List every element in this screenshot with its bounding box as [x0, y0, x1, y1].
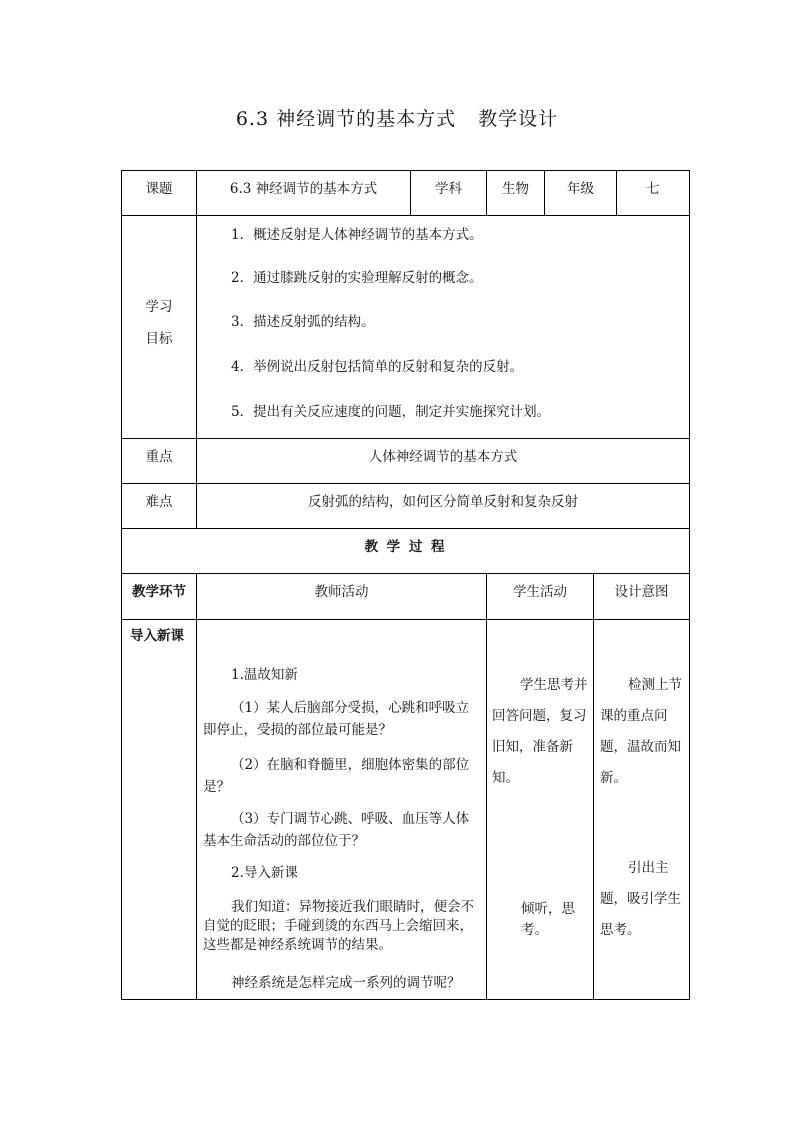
subject-label: 学科	[435, 181, 462, 197]
course-label: 课题	[145, 181, 173, 197]
grade-label-cell	[545, 171, 617, 216]
key-point-label-cell	[122, 439, 197, 484]
teacher-line: 我们知道：异物接近我们眼睛时，便会不自觉的眨眼；手碰到烫的东西马上会缩回来，这些都是神经系统调节的结果。	[203, 899, 474, 953]
objective-item: 2．通过膝跳反射的实验理解反射的概念。	[231, 270, 483, 286]
course-label-cell	[122, 171, 197, 216]
key-point-value: 人体神经调节的基本方式	[368, 449, 518, 465]
grade-value: 七	[646, 181, 660, 197]
col-header-teacher: 教师活动	[197, 574, 487, 620]
col-header-intent: 设计意图	[594, 574, 690, 620]
design-intent-cell	[594, 620, 690, 1000]
difficulty-label: 难点	[145, 494, 173, 510]
grade-value-cell	[617, 171, 690, 216]
objectives-list-cell	[197, 216, 690, 439]
process-header-cell	[122, 529, 690, 574]
student-activity-1: 学生思考并回答问题，复习旧知，准备新知。	[492, 677, 588, 786]
difficulty-value-cell	[197, 484, 690, 529]
design-intent-2: 引出主题，吸引学生思考。	[600, 860, 681, 938]
teacher-line: 1.温故知新	[231, 667, 298, 683]
objective-item: 4．举例说出反射包括简单的反射和复杂的反射。	[231, 359, 524, 375]
objective-item: 5．提出有关反应速度的问题，制定并实施探究计划。	[231, 404, 551, 420]
teacher-activity-cell	[197, 620, 487, 1000]
title-code: 6.3	[235, 108, 270, 130]
difficulty-value: 反射弧的结构，如何区分简单反射和复杂反射	[308, 494, 578, 510]
subject-value-cell	[487, 171, 545, 216]
course-value: 6.3 神经调节的基本方式	[229, 181, 378, 197]
teacher-line: （2）在脑和脊髓里，细胞体密集的部位是？	[203, 757, 470, 795]
teacher-line: （1）某人后脑部分受损，心跳和呼吸立即停止，受损的部位最可能是？	[203, 700, 470, 738]
objective-item: 3．描述反射弧的结构。	[231, 314, 375, 330]
student-activity-cell	[487, 620, 594, 1000]
lesson-table	[121, 170, 690, 1000]
stage-intro-label: 导入新课	[130, 628, 184, 644]
key-point-label: 重点	[145, 449, 173, 465]
objective-item: 1．概述反射是人体神经调节的基本方式。	[231, 227, 483, 243]
teacher-line: 2.导入新课	[231, 865, 298, 881]
document-title	[0, 104, 794, 131]
title-main: 神经调节的基本方式	[276, 108, 457, 130]
teacher-line: （3）专门调节心跳、呼吸、血压等人体基本生命活动的部位位于？	[203, 811, 470, 849]
stage-cell-intro	[122, 620, 197, 1000]
col-header-stage: 教学环节	[122, 574, 197, 620]
key-point-value-cell	[197, 439, 690, 484]
subject-value: 生物	[502, 181, 529, 197]
process-header: 教 学 过 程	[364, 539, 447, 555]
col-header-student: 学生活动	[487, 574, 594, 620]
objectives-label-line1: 学习	[145, 299, 173, 315]
title-suffix: 教学设计	[478, 108, 559, 130]
teacher-line: 神经系统是怎样完成一系列的调节呢？	[231, 975, 461, 991]
design-intent-1: 检测上节课的重点问题，温故而知新。	[600, 677, 682, 786]
course-value-cell	[197, 171, 411, 216]
difficulty-label-cell	[122, 484, 197, 529]
subject-label-cell	[411, 171, 487, 216]
grade-label: 年级	[567, 181, 594, 197]
objectives-label-cell	[122, 216, 197, 439]
student-activity-2: 倾听，思考。	[521, 901, 575, 938]
objectives-label-line2: 目标	[145, 330, 173, 347]
